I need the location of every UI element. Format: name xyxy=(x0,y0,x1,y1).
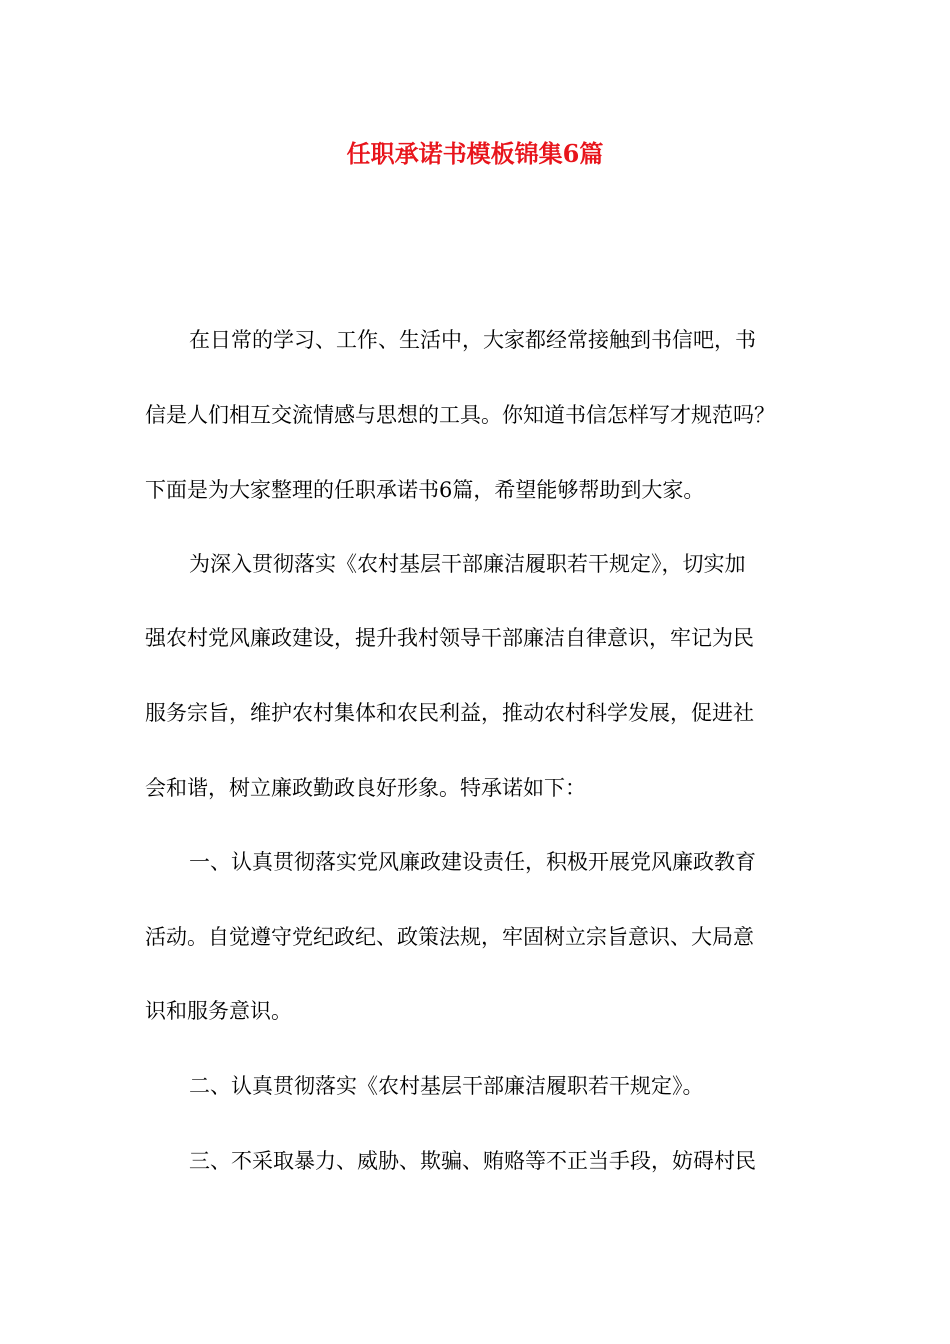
paragraph-2-line-1: 为深入贯彻落实《农村基层干部廉洁履职若干规定》，切实加 xyxy=(189,552,746,576)
paragraph-1-line-3: 下面是为大家整理的任职承诺书6篇，希望能够帮助到大家。 xyxy=(145,478,705,502)
paragraph-2-line-3: 服务宗旨，维护农村集体和农民利益，推动农村科学发展，促进社 xyxy=(145,701,754,725)
document-title: 任职承诺书模板锦集6篇 xyxy=(346,139,604,168)
paragraph-3-line-2: 活动。自觉遵守党纪政纪、政策法规，牢固树立宗旨意识、大局意 xyxy=(145,925,754,949)
paragraph-3-line-3: 识和服务意识。 xyxy=(145,999,292,1023)
paragraph-5-line-1: 三、不采取暴力、威胁、欺骗、贿赂等不正当手段，妨碍村民 xyxy=(189,1149,756,1173)
paragraph-4-line-1: 二、认真贯彻落实《农村基层干部廉洁履职若干规定》。 xyxy=(189,1074,704,1098)
paragraph-1-line-2: 信是人们相互交流情感与思想的工具。你知道书信怎样写才规范吗？ xyxy=(145,403,775,427)
paragraph-3-line-1: 一、认真贯彻落实党风廉政建设责任，积极开展党风廉政教育 xyxy=(189,850,756,874)
paragraph-2-line-2: 强农村党风廉政建设，提升我村领导干部廉洁自律意识，牢记为民 xyxy=(145,626,754,650)
paragraph-2-line-4: 会和谐，树立廉政勤政良好形象。特承诺如下： xyxy=(145,776,586,800)
paragraph-1-line-1: 在日常的学习、工作、生活中，大家都经常接触到书信吧，书 xyxy=(189,328,756,352)
